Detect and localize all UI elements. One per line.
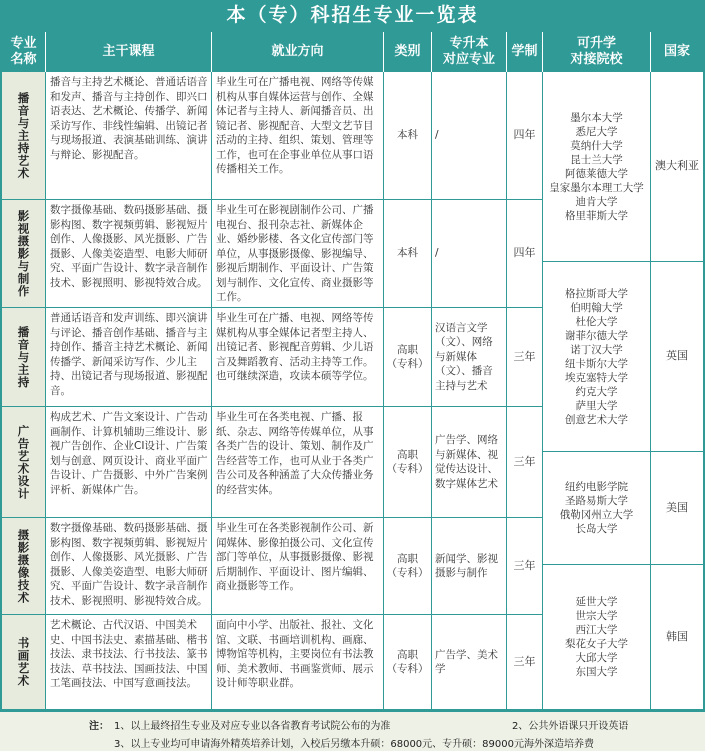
row-3-jobs: 毕业生可在广播、电视、网络等传媒机构从事全媒体记者型主持人、出镜记者、影视配音剪辑、少儿语言及舞蹈教育、活动主持等工作。也可继续深造，攻读本硕等学位。 [212, 308, 384, 407]
note-3: 3、以上专业均可申请海外精英培养计划，入校后另缴本升硕：68000元、专升硕：89000元海外深造培养费 [114, 739, 594, 750]
school-name: 杜伦大学 [575, 315, 618, 328]
header-years: 学制 [507, 32, 543, 72]
row-1-courses: 播音与主持艺术概论、普通话语音和发声、播音与主持创作、即兴口语表达、艺术概论、传播学、新闻采访写作、非线性编辑、出镜记者与现场报道、表演基础训练、演讲与辩论、影视配音。 [46, 72, 212, 200]
row-2-name [2, 200, 46, 308]
school-name: 东国大学 [575, 666, 618, 678]
row-5-jobs: 毕业生可在各类影视制作公司、新闻媒体、影像拍摄公司、文化宣传部门等单位，从事摄影摄像、影视后期制作、平面设计、图片编辑、商业摄影等工作。 [212, 518, 384, 615]
row-2-jobs: 毕业生可在影视剧制作公司、广播电视台、报刊杂志社、新媒体企业、婚纱影楼、各文化宣传部门等单位，从事摄影摄像、影视编导、影视后期制作、平面设计、广告策划与制作、文化宣传、商业摄影等工作。 [212, 200, 384, 308]
country-1: 澳大利亚 [651, 72, 703, 262]
header-country: 国家 [663, 44, 690, 59]
school-name: 创意艺术大学 [565, 413, 628, 426]
row-3-courses: 普通话语音和发声训练、即兴演讲与评论、播音创作基础、播音与主持创作、播音主持艺术概论、新闻传播学、新闻采访写作、少儿主持、出镜记者与现场报道、影视配音。 [46, 308, 212, 407]
school-name: 墨尔本大学 [570, 111, 623, 124]
school-name: 格里菲斯大学 [565, 209, 628, 222]
school-name: 迪肯大学 [575, 195, 618, 208]
row-4-years: 三年 [507, 407, 543, 518]
school-name: 圣路易斯大学 [565, 495, 628, 507]
note-1: 1、以上最终招生专业及对应专业以各省教育考试院公布的为准 [114, 721, 391, 732]
major-table [0, 30, 705, 712]
school-name: 昆士兰大学 [570, 153, 623, 166]
row-4-courses: 构成艺术、广告文案设计、广告动画制作、计算机辅助三维设计、影视广告创作、企业CI设计、广告策划与创意、网页设计、商业平面广告设计、广告摄影、中外广告案例评析、新媒体广告。 [46, 407, 212, 518]
school-group-3 [543, 452, 651, 565]
row-6-years: 三年 [507, 615, 543, 710]
header-jobs: 就业方向 [212, 32, 384, 72]
school-name: 延世大学 [575, 596, 618, 608]
row-4-jobs: 毕业生可在各类电视、广播、报纸、杂志、网络等传媒单位，从事各类广告的设计、策划、制作及广告经营等工作，也可从业于各类广告公司及各种涵盖了大众传播业务的经营实体。 [212, 407, 384, 518]
notes-label: 注： [89, 721, 109, 732]
major-name: 影视摄影与制作 [16, 209, 31, 298]
row-4-target: 广告学、网络与新媒体、视觉传达设计、数字媒体艺术 [432, 407, 507, 518]
school-name: 萨里大学 [575, 399, 618, 412]
country-3: 美国 [651, 452, 703, 565]
row-6-courses: 艺术概论、古代汉语、中国美术史、中国书法史、素描基础、楷书技法、隶书技法、行书技法、篆书技法、草书技法、国画技法、中国工笔画技法、中国写意画技法。 [46, 615, 212, 710]
header-level: 类别 [384, 32, 432, 72]
row-1-name [2, 72, 46, 200]
row-2-level: 本科 [384, 200, 432, 308]
school-name: 诺丁汉大学 [570, 343, 623, 356]
table-header [2, 32, 703, 72]
row-2-courses: 数字摄像基础、数码摄影基础、摄影构图、数字视频剪辑、影视短片创作、人像摄影、风光摄影、广告摄影、人像美姿造型、电影大师研究、平面广告设计、数字录音制作技术、影视照明、影视特效合成。 [46, 200, 212, 308]
country-2: 英国 [651, 262, 703, 452]
school-name: 世宗大学 [575, 610, 618, 622]
row-6-jobs: 面向中小学、出版社、报社、文化馆、文联、书画培训机构、画廊、博物馆等机构，主要岗位有书法教师、美术教师、书画鉴赏师、展示设计师等职业群。 [212, 615, 384, 710]
school-name: 长岛大学 [575, 523, 618, 535]
row-5-target: 新闻学、影视摄影与制作 [432, 518, 507, 615]
header-name: 专业 名称 [2, 32, 46, 72]
country-4: 韩国 [651, 565, 703, 710]
row-1-level: 本科 [384, 72, 432, 200]
school-name: 西江大学 [575, 624, 618, 636]
school-name: 大邱大学 [575, 652, 618, 664]
row-6-target: 广告学、美术学 [432, 615, 507, 710]
school-name: 伯明翰大学 [570, 301, 623, 314]
page-title: 本（专）科招生专业一览表 [0, 0, 705, 30]
school-group-2 [543, 262, 651, 452]
row-5-years: 三年 [507, 518, 543, 615]
row-3-target: 汉语言文学（文）、网络与新媒体（文）、播音主持与艺术 [432, 308, 507, 407]
major-name: 播音与主持 [16, 325, 31, 389]
row-4-name [2, 407, 46, 518]
header-target: 专升本 对应专业 [432, 32, 507, 72]
note-2: 2、公共外语课只开设英语 [512, 721, 629, 732]
row-5-level: 高职 （专科） [384, 518, 432, 615]
school-name: 莫纳什大学 [570, 139, 623, 152]
row-5-courses: 数字摄像基础、数码摄影基础、摄影构图、数字视频剪辑、影视短片创作、人像摄影、风光摄影、广告摄影、人像美姿造型、电影大师研究、平面广告设计、数字录音制作技术、影视照明、影视特效合成。 [46, 518, 212, 615]
school-name: 纽卡斯尔大学 [565, 357, 628, 370]
school-name: 俄勒冈州立大学 [559, 509, 634, 521]
school-group-4 [543, 565, 651, 710]
row-1-jobs: 毕业生可在广播电视、网络等传媒机构从事自媒体运营与创作、全媒体记者与主持人、新闻播音员、出镜记者、影视配音、大型文艺节目活动的主持、组织、策划、管理等工作，也可在企事业单位从事口语传播相关工作。 [212, 72, 384, 200]
school-name: 格拉斯哥大学 [565, 287, 628, 300]
row-5-name [2, 518, 46, 615]
school-name: 埃克塞特大学 [565, 371, 628, 384]
row-3-level: 高职 （专科） [384, 308, 432, 407]
school-name: 纽约电影学院 [565, 481, 628, 493]
row-2-target: / [432, 200, 507, 308]
school-name: 梨花女子大学 [565, 638, 628, 650]
row-3-name [2, 308, 46, 407]
major-name: 广告艺术设计 [16, 424, 31, 500]
notes [0, 712, 705, 751]
row-2-years: 四年 [507, 200, 543, 308]
row-6-level: 高职 （专科） [384, 615, 432, 710]
row-4-level: 高职 （专科） [384, 407, 432, 518]
header-courses: 主干课程 [46, 32, 212, 72]
school-name: 皇家墨尔本理工大学 [549, 181, 644, 194]
school-name: 阿德莱德大学 [565, 167, 628, 180]
major-name: 摄影摄像技术 [16, 528, 31, 604]
school-name: 谢菲尔德大学 [565, 329, 628, 342]
row-1-target: / [432, 72, 507, 200]
row-6-name [2, 615, 46, 710]
row-3-years: 三年 [507, 308, 543, 407]
school-name: 悉尼大学 [575, 125, 618, 138]
school-name: 约克大学 [575, 385, 618, 398]
row-1-years: 四年 [507, 72, 543, 200]
major-name: 书画艺术 [16, 637, 31, 687]
header-schools: 可升学 对接院校 [543, 32, 651, 72]
major-name: 播音与主持艺术 [16, 91, 31, 180]
school-group-1 [543, 72, 651, 262]
